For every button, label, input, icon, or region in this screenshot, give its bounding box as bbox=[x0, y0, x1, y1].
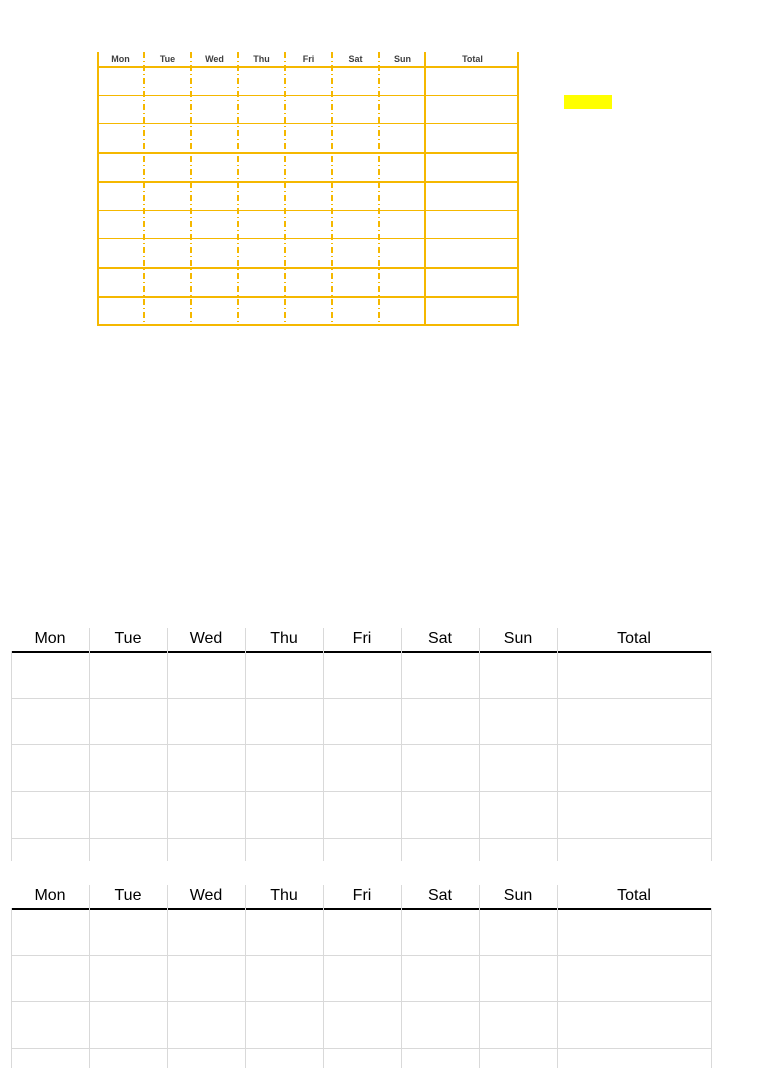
yellow-row-divider bbox=[97, 95, 519, 96]
header-column-divider bbox=[323, 885, 324, 908]
header-tue: Tue bbox=[114, 887, 142, 904]
column-divider bbox=[711, 651, 712, 861]
header-underline bbox=[11, 651, 711, 653]
column-divider bbox=[167, 908, 168, 1068]
yellow-header-mon: Mon bbox=[111, 54, 130, 64]
column-divider bbox=[401, 651, 402, 861]
column-divider bbox=[479, 651, 480, 861]
header-sun: Sun bbox=[503, 887, 533, 904]
row-divider bbox=[11, 1001, 711, 1002]
yellow-row-divider bbox=[97, 123, 519, 124]
column-divider bbox=[557, 651, 558, 861]
column-divider bbox=[245, 908, 246, 1068]
header-mon: Mon bbox=[34, 887, 66, 904]
header-wed: Wed bbox=[189, 630, 223, 647]
header-column-divider bbox=[401, 628, 402, 651]
yellow-column-divider bbox=[331, 52, 333, 324]
yellow-column-divider bbox=[143, 52, 145, 324]
column-divider bbox=[557, 908, 558, 1068]
yellow-row-divider bbox=[97, 267, 519, 269]
header-underline bbox=[11, 908, 711, 910]
header-column-divider bbox=[479, 885, 480, 908]
yellow-column-divider bbox=[237, 52, 239, 324]
header-thu: Thu bbox=[270, 887, 298, 904]
row-divider bbox=[11, 791, 711, 792]
header-column-divider bbox=[401, 885, 402, 908]
yellow-row-divider bbox=[97, 238, 519, 239]
header-mon: Mon bbox=[34, 630, 66, 647]
header-tue: Tue bbox=[114, 630, 142, 647]
yellow-header-sun: Sun bbox=[394, 54, 411, 64]
column-divider bbox=[89, 651, 90, 861]
header-fri: Fri bbox=[352, 887, 372, 904]
yellow-header-tue: Tue bbox=[159, 54, 176, 64]
header-sat: Sat bbox=[427, 630, 452, 647]
yellow-header-sat: Sat bbox=[348, 54, 363, 64]
yellow-row-divider bbox=[97, 66, 519, 68]
column-divider bbox=[11, 651, 12, 861]
header-column-divider bbox=[167, 885, 168, 908]
column-divider bbox=[479, 908, 480, 1068]
row-divider bbox=[11, 838, 711, 839]
header-column-divider bbox=[89, 628, 90, 651]
yellow-table-left-border bbox=[97, 52, 99, 324]
header-total: Total bbox=[617, 630, 651, 647]
row-divider bbox=[11, 955, 711, 956]
yellow-column-divider bbox=[378, 52, 380, 324]
yellow-table-right-border bbox=[517, 52, 519, 324]
header-fri: Fri bbox=[352, 630, 372, 647]
highlighted-cell[interactable] bbox=[564, 95, 612, 109]
yellow-header-wed: Wed bbox=[205, 54, 224, 64]
yellow-row-divider bbox=[97, 210, 519, 211]
yellow-header-thu: Thu bbox=[253, 54, 270, 64]
header-column-divider bbox=[557, 885, 558, 908]
yellow-column-divider bbox=[190, 52, 192, 324]
header-column-divider bbox=[89, 885, 90, 908]
row-divider bbox=[11, 744, 711, 745]
column-divider bbox=[711, 908, 712, 1068]
header-thu: Thu bbox=[270, 630, 298, 647]
column-divider bbox=[11, 908, 12, 1068]
header-column-divider bbox=[479, 628, 480, 651]
header-column-divider bbox=[167, 628, 168, 651]
row-divider bbox=[11, 698, 711, 699]
yellow-column-divider bbox=[284, 52, 286, 324]
header-column-divider bbox=[245, 628, 246, 651]
header-sat: Sat bbox=[427, 887, 452, 904]
yellow-row-divider bbox=[97, 296, 519, 298]
yellow-header-fri: Fri bbox=[302, 54, 315, 64]
column-divider bbox=[245, 651, 246, 861]
yellow-total-divider bbox=[424, 52, 426, 324]
header-column-divider bbox=[323, 628, 324, 651]
yellow-row-divider bbox=[97, 324, 519, 326]
column-divider bbox=[401, 908, 402, 1068]
header-column-divider bbox=[245, 885, 246, 908]
column-divider bbox=[167, 651, 168, 861]
header-column-divider bbox=[557, 628, 558, 651]
column-divider bbox=[323, 651, 324, 861]
yellow-row-divider bbox=[97, 152, 519, 154]
header-sun: Sun bbox=[503, 630, 533, 647]
column-divider bbox=[89, 908, 90, 1068]
yellow-row-divider bbox=[97, 181, 519, 183]
column-divider bbox=[323, 908, 324, 1068]
header-wed: Wed bbox=[189, 887, 223, 904]
yellow-header-total: Total bbox=[462, 54, 483, 64]
header-total: Total bbox=[617, 887, 651, 904]
row-divider bbox=[11, 1048, 711, 1049]
